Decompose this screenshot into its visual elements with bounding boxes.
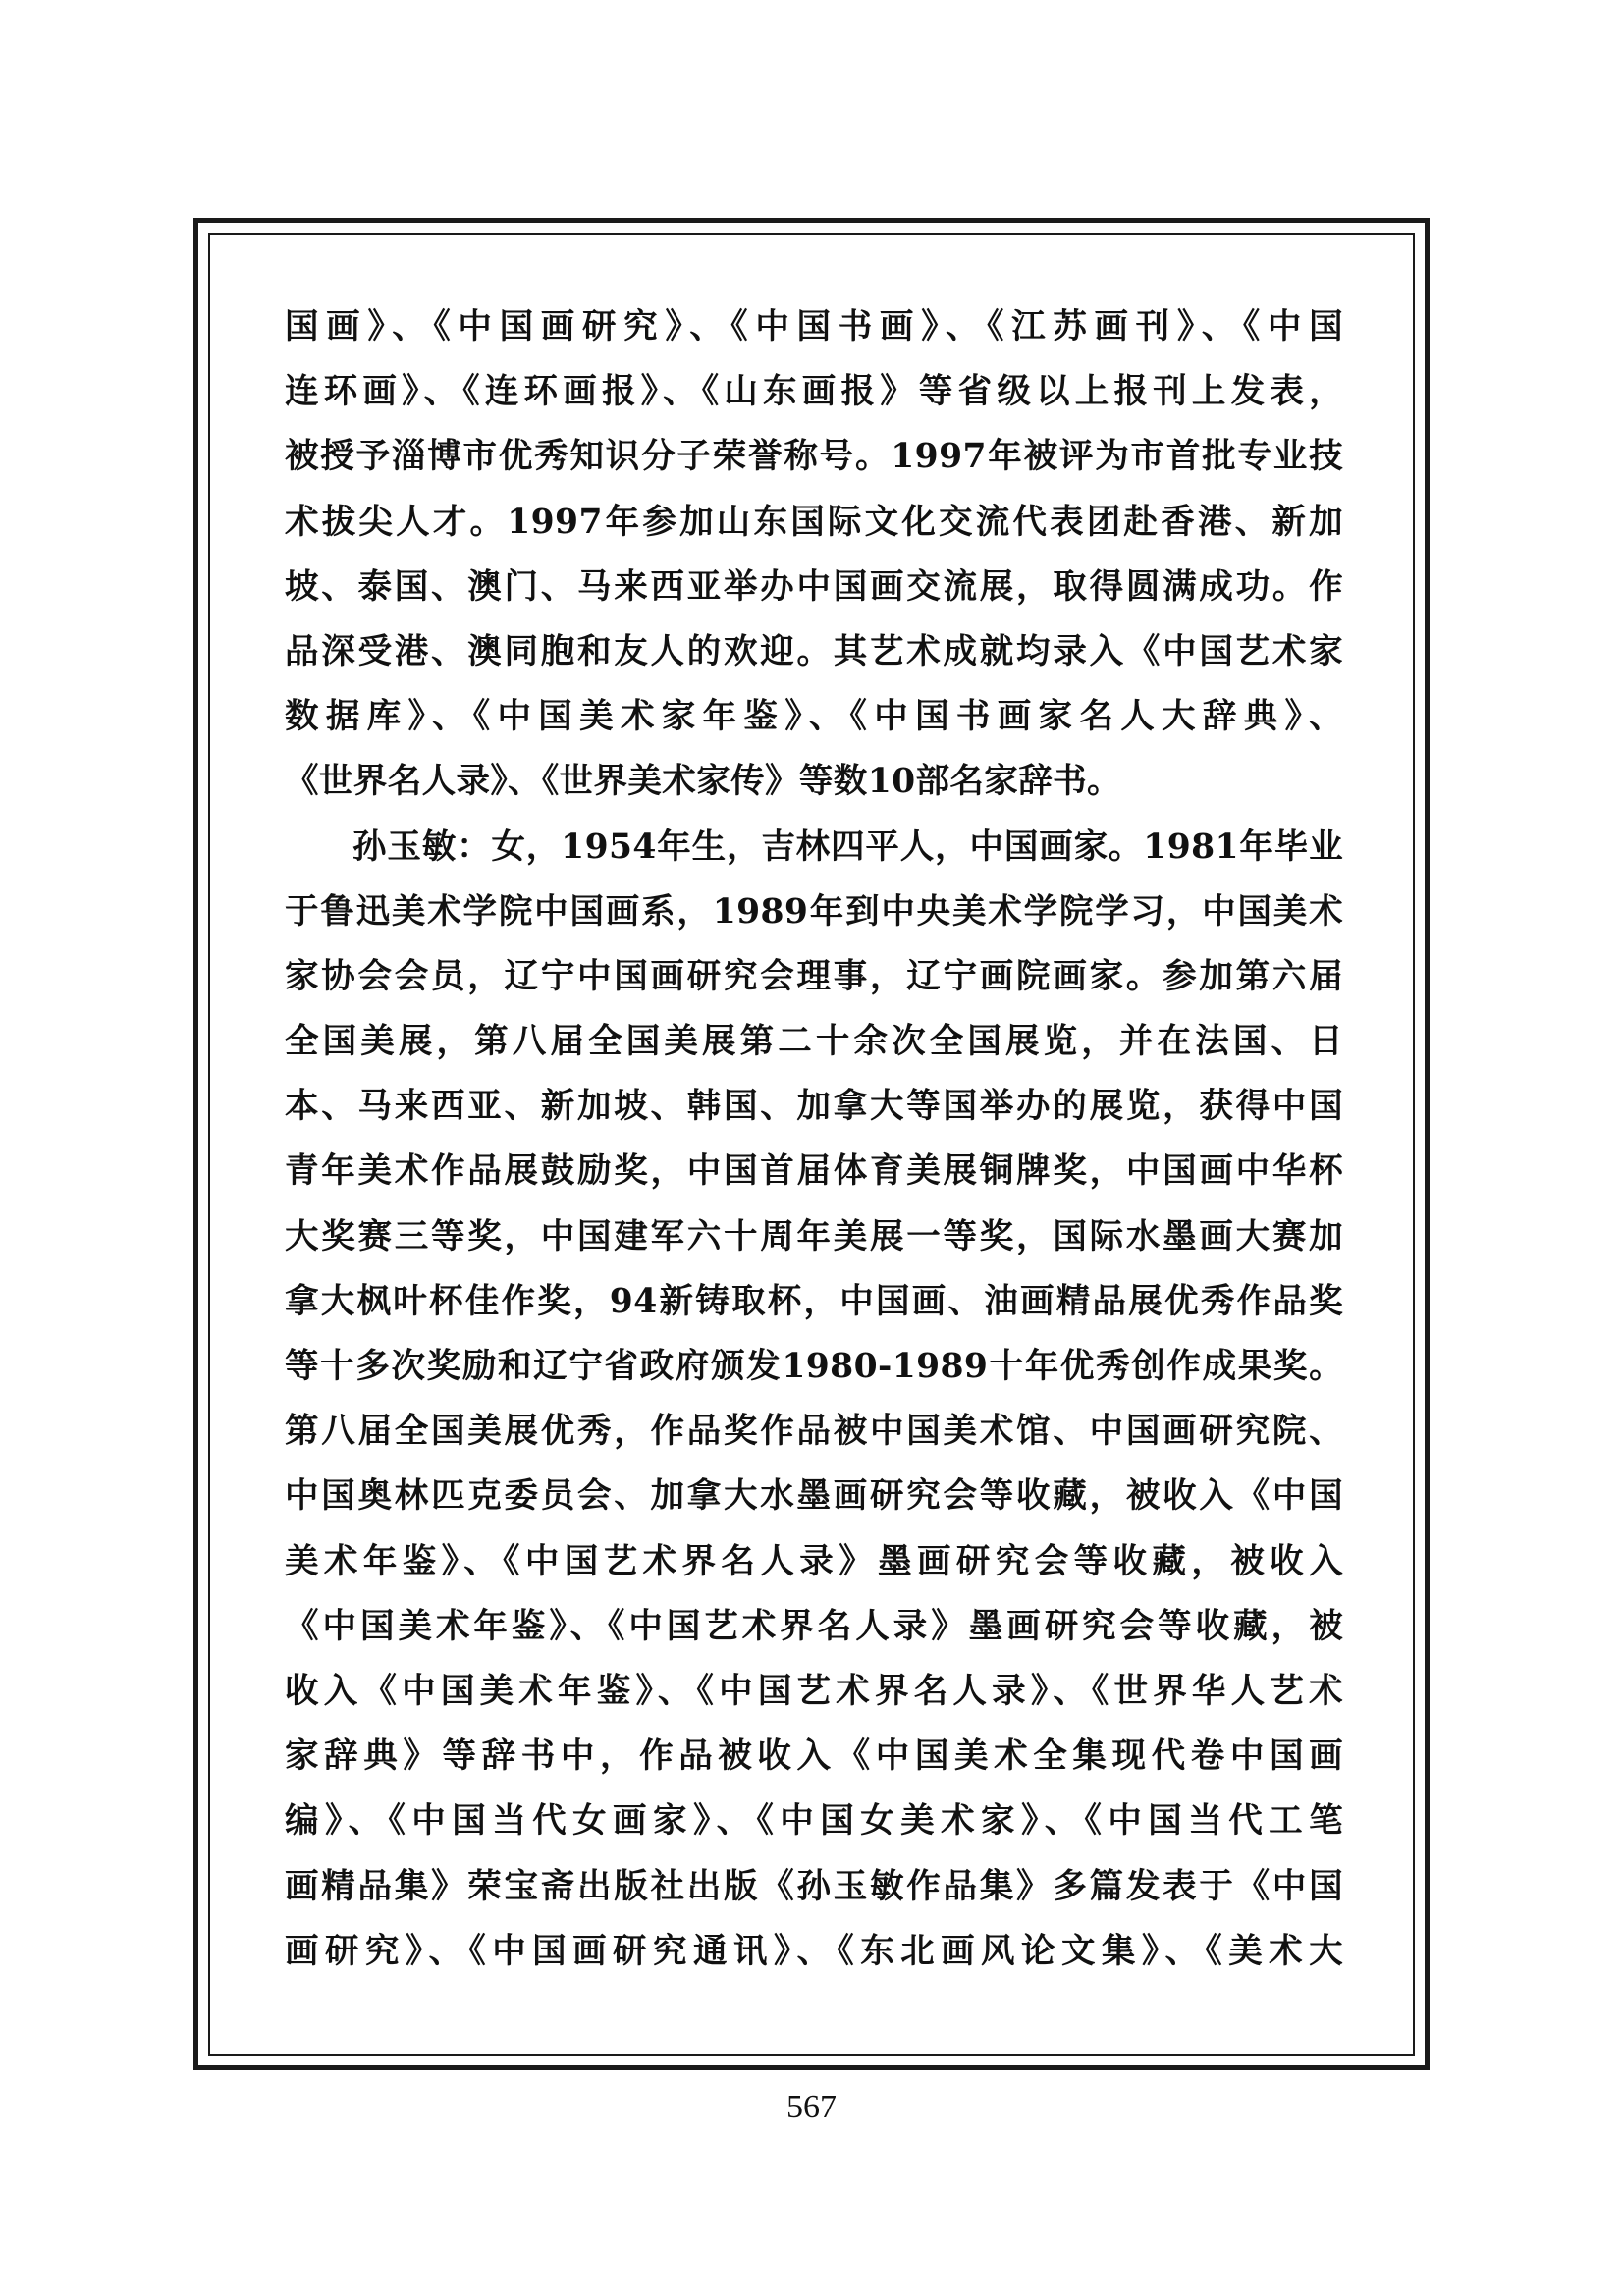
text-line: 画研究》、《中国画研究通讯》、《东北画风论文集》、《美术大 [285, 1931, 1343, 1971]
text-line: 画精品集》荣宝斋出版社出版《孙玉敏作品集》多篇发表于《中国 [285, 1866, 1343, 1906]
text-line: 《中国美术年鉴》、《中国艺术界名人录》墨画研究会等收藏，被 [285, 1606, 1343, 1646]
text-line: 品深受港、澳同胞和友人的欢迎。其艺术成就均录入《中国艺术家 [285, 631, 1343, 671]
text-line: 连环画》、《连环画报》、《山东画报》等省级以上报刊上发表， [285, 372, 1343, 412]
text-line: 家协会会员，辽宁中国画研究会理事，辽宁画院画家。参加第六届 [285, 956, 1343, 996]
text-line: 第八届全国美展优秀，作品奖作品被中国美术馆、中国画研究院、 [285, 1412, 1343, 1452]
text-line: 《世界名人录》、《世界美术家传》等数10部名家辞书。 [285, 762, 1121, 802]
text-line: 家辞典》等辞书中，作品被收入《中国美术全集现代卷中国画 [285, 1736, 1343, 1777]
text-line: 坡、泰国、澳门、马来西亚举办中国画交流展，取得圆满成功。作 [285, 566, 1343, 607]
text-line: 美术年鉴》、《中国艺术界名人录》墨画研究会等收藏，被收入 [285, 1541, 1343, 1581]
page-number: 567 [786, 2089, 837, 2125]
text-line: 大奖赛三等奖，中国建军六十周年美展一等奖，国际水墨画大赛加 [285, 1216, 1343, 1256]
text-line: 于鲁迅美术学院中国画系，1989年到中央美术学院学习，中国美术 [285, 891, 1343, 932]
body-text [285, 294, 1343, 1984]
paragraph-first-line: 孙玉敏：女，1954年生，吉林四平人，中国画家。1981年毕业 [352, 827, 1343, 867]
text-line: 编》、《中国当代女画家》、《中国女美术家》、《中国当代工笔 [285, 1801, 1343, 1842]
text-line: 被授予淄博市优秀知识分子荣誉称号。1997年被评为市首批专业技 [285, 437, 1343, 477]
text-line: 拿大枫叶杯佳作奖，94新铸取杯，中国画、油画精品展优秀作品奖 [285, 1281, 1343, 1321]
text-line: 等十多次奖励和辽宁省政府颁发1980-1989十年优秀创作成果奖。 [285, 1347, 1343, 1386]
text-line: 本、马来西亚、新加坡、韩国、加拿大等国举办的展览，获得中国 [285, 1087, 1343, 1127]
text-line: 全国美展，第八届全国美展第二十余次全国展览，并在法国、日 [285, 1022, 1343, 1062]
text-line: 收入《中国美术年鉴》、《中国艺术界名人录》、《世界华人艺术 [285, 1671, 1343, 1711]
text-line: 中国奥林匹克委员会、加拿大水墨画研究会等收藏，被收入《中国 [285, 1476, 1343, 1517]
text-line: 术拔尖人才。1997年参加山东国际文化交流代表团赴香港、新加 [285, 502, 1343, 542]
text-line: 数据库》、《中国美术家年鉴》、《中国书画家名人大辞典》、 [285, 697, 1343, 737]
text-line: 国画》、《中国画研究》、《中国书画》、《江苏画刊》、《中国 [285, 307, 1343, 347]
text-line: 青年美术作品展鼓励奖，中国首届体育美展铜牌奖，中国画中华杯 [285, 1151, 1343, 1192]
